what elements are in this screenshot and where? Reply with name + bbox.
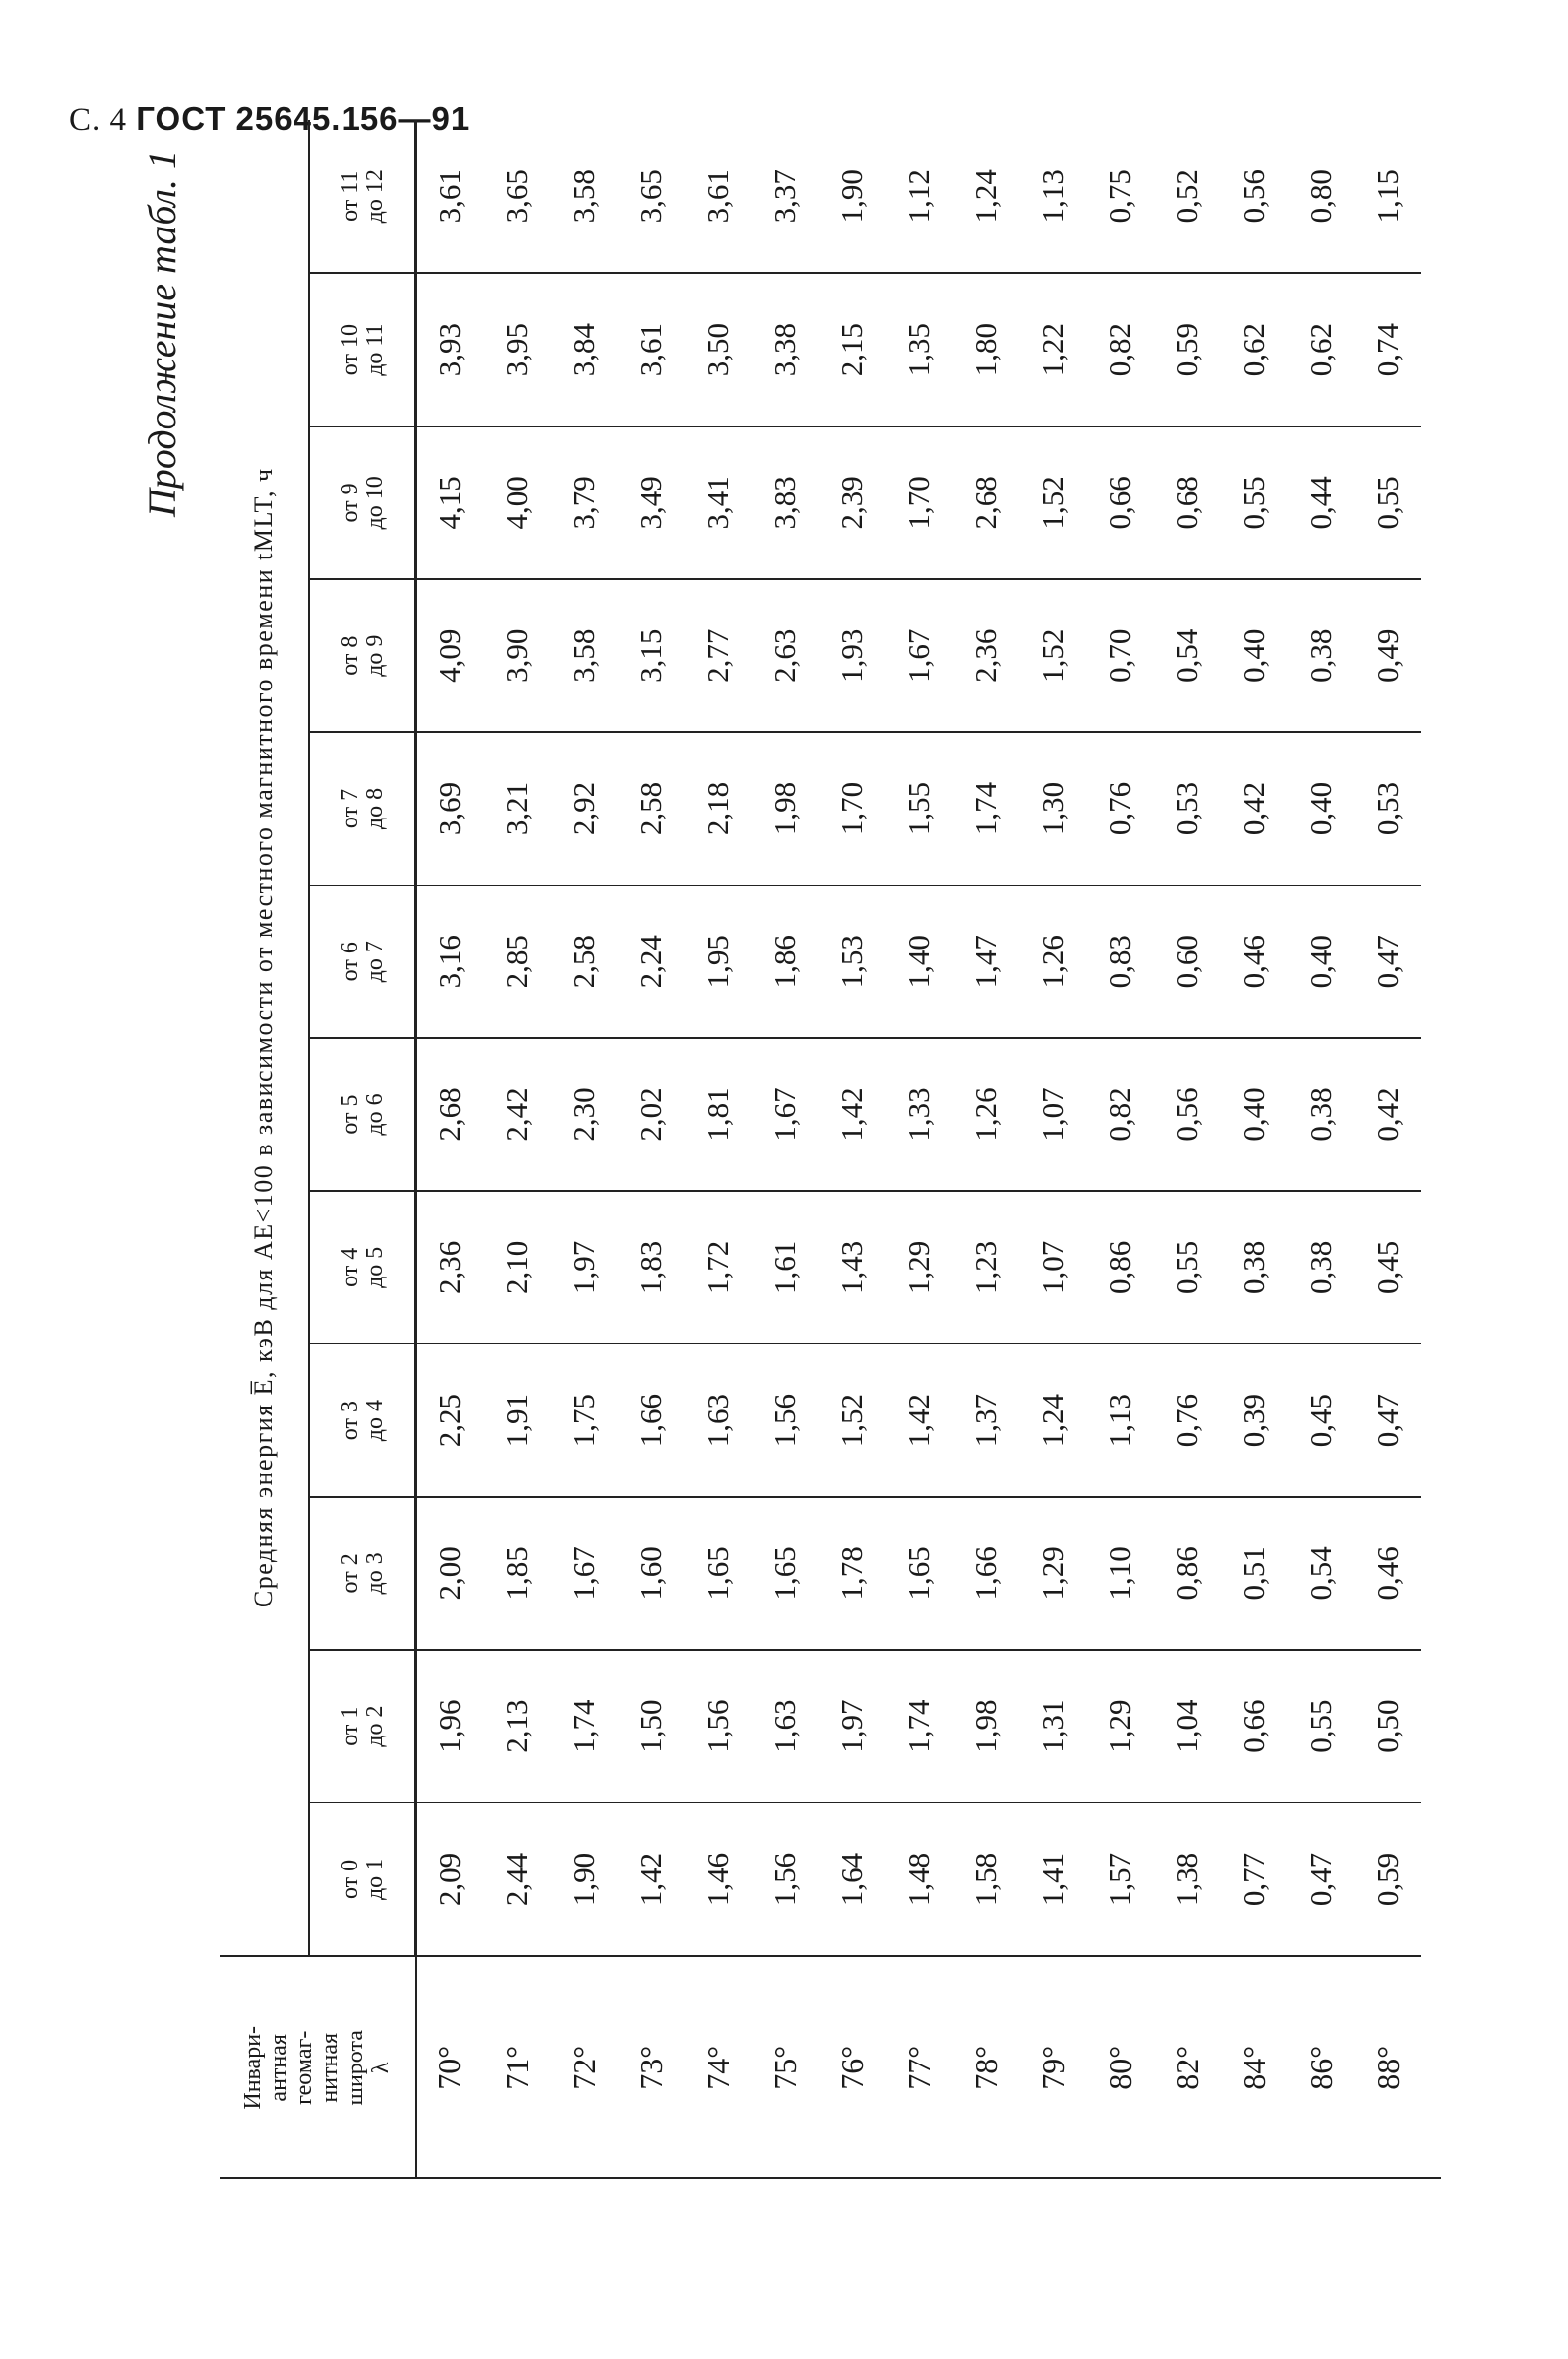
latitude-cell: 75° bbox=[766, 2045, 803, 2090]
value-cell: 0,46 bbox=[1220, 885, 1287, 1038]
value-cell: 1,56 bbox=[751, 1343, 818, 1496]
column-header-3: от 3 до 4 bbox=[309, 1343, 416, 1496]
value-cell: 1,46 bbox=[685, 1802, 751, 1955]
value-cell: 3,49 bbox=[618, 426, 685, 579]
value-cell: 1,98 bbox=[751, 732, 818, 885]
value-cell: 1,53 bbox=[818, 885, 885, 1038]
value-cell: 1,64 bbox=[818, 1802, 885, 1955]
table-row bbox=[551, 120, 618, 2179]
value-cell: 0,38 bbox=[1287, 1191, 1354, 1343]
value-cell: 4,00 bbox=[484, 426, 551, 579]
column-header-2: от 2 до 3 bbox=[309, 1497, 416, 1650]
value-cell: 2,15 bbox=[818, 273, 885, 426]
value-cell: 0,44 bbox=[1287, 426, 1354, 579]
value-cell: 0,47 bbox=[1354, 885, 1421, 1038]
latitude-cell: 72° bbox=[565, 2045, 602, 2090]
value-cell: 3,69 bbox=[416, 732, 485, 885]
latitude-cell: 86° bbox=[1302, 2045, 1339, 2090]
value-cell: 0,55 bbox=[1354, 426, 1421, 579]
value-cell: 1,42 bbox=[618, 1802, 685, 1955]
column-header-0: от 0 до 1 bbox=[309, 1802, 416, 1955]
value-cell: 2,00 bbox=[416, 1497, 485, 1650]
value-cell: 2,68 bbox=[416, 1038, 485, 1191]
value-cell: 2,42 bbox=[484, 1038, 551, 1191]
value-cell: 1,72 bbox=[685, 1191, 751, 1343]
value-cell: 0,38 bbox=[1287, 579, 1354, 732]
value-cell: 1,90 bbox=[818, 120, 885, 273]
value-cell: 2,63 bbox=[751, 579, 818, 732]
value-cell: 1,52 bbox=[1019, 579, 1086, 732]
value-cell: 0,53 bbox=[1354, 732, 1421, 885]
value-cell: 1,41 bbox=[1019, 1802, 1086, 1955]
table-row bbox=[1153, 120, 1220, 2179]
value-cell: 1,40 bbox=[885, 885, 952, 1038]
table-row bbox=[1086, 120, 1153, 2179]
value-cell: 1,65 bbox=[751, 1497, 818, 1650]
latitude-cell: 70° bbox=[431, 2045, 468, 2090]
value-cell: 0,56 bbox=[1220, 120, 1287, 273]
value-cell: 0,62 bbox=[1220, 273, 1287, 426]
column-header-10: от 10 до 11 bbox=[309, 273, 416, 426]
value-cell: 2,10 bbox=[484, 1191, 551, 1343]
value-cell: 1,13 bbox=[1019, 120, 1086, 273]
value-cell: 2,36 bbox=[952, 579, 1019, 732]
value-cell: 1,52 bbox=[818, 1343, 885, 1496]
value-cell: 3,79 bbox=[551, 426, 618, 579]
value-cell: 2,30 bbox=[551, 1038, 618, 1191]
value-cell: 1,47 bbox=[952, 885, 1019, 1038]
value-cell: 3,37 bbox=[751, 120, 818, 273]
value-cell: 3,65 bbox=[618, 120, 685, 273]
value-cell: 0,39 bbox=[1220, 1343, 1287, 1496]
table-row bbox=[952, 120, 1019, 2179]
column-header-8: от 8 до 9 bbox=[309, 579, 416, 732]
column-header-6: от 6 до 7 bbox=[309, 885, 416, 1038]
value-cell: 0,74 bbox=[1354, 273, 1421, 426]
value-cell: 3,61 bbox=[618, 273, 685, 426]
value-cell: 1,24 bbox=[952, 120, 1019, 273]
value-cell: 0,52 bbox=[1153, 120, 1220, 273]
value-cell: 0,54 bbox=[1153, 579, 1220, 732]
value-cell: 0,55 bbox=[1220, 426, 1287, 579]
value-cell: 1,42 bbox=[818, 1038, 885, 1191]
value-cell: 0,40 bbox=[1220, 579, 1287, 732]
value-cell: 0,66 bbox=[1220, 1650, 1287, 1802]
latitude-cell: 84° bbox=[1235, 2045, 1272, 2090]
value-cell: 1,33 bbox=[885, 1038, 952, 1191]
value-cell: 0,49 bbox=[1354, 579, 1421, 732]
value-cell: 2,39 bbox=[818, 426, 885, 579]
value-cell: 1,07 bbox=[1019, 1191, 1086, 1343]
value-cell: 2,68 bbox=[952, 426, 1019, 579]
value-cell: 1,29 bbox=[1019, 1497, 1086, 1650]
value-cell: 0,50 bbox=[1354, 1650, 1421, 1802]
table-row bbox=[1287, 120, 1354, 2179]
value-cell: 0,86 bbox=[1153, 1497, 1220, 1650]
value-cell: 1,66 bbox=[952, 1497, 1019, 1650]
value-cell: 1,50 bbox=[618, 1650, 685, 1802]
latitude-cell: 77° bbox=[900, 2045, 937, 2090]
value-cell: 0,83 bbox=[1086, 885, 1153, 1038]
caption-area bbox=[131, 120, 210, 2179]
value-cell: 0,47 bbox=[1354, 1343, 1421, 1496]
value-cell: 1,30 bbox=[1019, 732, 1086, 885]
value-cell: 1,74 bbox=[885, 1650, 952, 1802]
value-cell: 2,25 bbox=[416, 1343, 485, 1496]
value-cell: 0,80 bbox=[1287, 120, 1354, 273]
value-cell: 1,10 bbox=[1086, 1497, 1153, 1650]
value-cell: 0,60 bbox=[1153, 885, 1220, 1038]
value-cell: 0,82 bbox=[1086, 273, 1153, 426]
latitude-cell: 71° bbox=[498, 2045, 535, 2090]
value-cell: 0,86 bbox=[1086, 1191, 1153, 1343]
value-cell: 2,58 bbox=[551, 885, 618, 1038]
value-cell: 1,42 bbox=[885, 1343, 952, 1496]
value-cell: 0,76 bbox=[1086, 732, 1153, 885]
value-cell: 1,23 bbox=[952, 1191, 1019, 1343]
value-cell: 1,86 bbox=[751, 885, 818, 1038]
value-cell: 3,38 bbox=[751, 273, 818, 426]
column-header-4: от 4 до 5 bbox=[309, 1191, 416, 1343]
value-cell: 0,42 bbox=[1220, 732, 1287, 885]
latitude-cell: 79° bbox=[1034, 2045, 1071, 2090]
value-cell: 0,55 bbox=[1287, 1650, 1354, 1802]
value-cell: 2,18 bbox=[685, 732, 751, 885]
value-cell: 1,12 bbox=[885, 120, 952, 273]
value-cell: 3,83 bbox=[751, 426, 818, 579]
value-cell: 1,38 bbox=[1153, 1802, 1220, 1955]
value-cell: 1,65 bbox=[685, 1497, 751, 1650]
value-cell: 1,55 bbox=[885, 732, 952, 885]
value-cell: 1,22 bbox=[1019, 273, 1086, 426]
value-cell: 1,83 bbox=[618, 1191, 685, 1343]
value-cell: 2,13 bbox=[484, 1650, 551, 1802]
value-cell: 1,97 bbox=[818, 1650, 885, 1802]
value-cell: 3,21 bbox=[484, 732, 551, 885]
value-cell: 0,53 bbox=[1153, 732, 1220, 885]
value-cell: 0,59 bbox=[1354, 1802, 1421, 1955]
value-cell: 1,13 bbox=[1086, 1343, 1153, 1496]
table-row bbox=[885, 120, 952, 2179]
value-cell: 1,58 bbox=[952, 1802, 1019, 1955]
value-cell: 1,61 bbox=[751, 1191, 818, 1343]
value-cell: 1,70 bbox=[818, 732, 885, 885]
value-cell: 0,38 bbox=[1287, 1038, 1354, 1191]
table-row bbox=[1354, 120, 1421, 2179]
value-cell: 0,70 bbox=[1086, 579, 1153, 732]
latitude-cell: 88° bbox=[1369, 2045, 1405, 2090]
value-cell: 1,56 bbox=[685, 1650, 751, 1802]
value-cell: 4,09 bbox=[416, 579, 485, 732]
page-number: С. 4 bbox=[69, 102, 128, 138]
value-cell: 0,55 bbox=[1153, 1191, 1220, 1343]
latitude-cell: 78° bbox=[967, 2045, 1004, 2090]
value-cell: 1,07 bbox=[1019, 1038, 1086, 1191]
value-cell: 0,45 bbox=[1287, 1343, 1354, 1496]
value-cell: 3,16 bbox=[416, 885, 485, 1038]
value-cell: 1,57 bbox=[1086, 1802, 1153, 1955]
value-cell: 3,58 bbox=[551, 579, 618, 732]
value-cell: 0,56 bbox=[1153, 1038, 1220, 1191]
table-row bbox=[1019, 120, 1086, 2179]
table-caption: Продолжение табл. 1 bbox=[140, 150, 184, 518]
value-cell: 1,91 bbox=[484, 1343, 551, 1496]
value-cell: 0,51 bbox=[1220, 1497, 1287, 1650]
value-cell: 1,67 bbox=[551, 1497, 618, 1650]
value-cell: 1,93 bbox=[818, 579, 885, 732]
column-header-7: от 7 до 8 bbox=[309, 732, 416, 885]
value-cell: 1,29 bbox=[885, 1191, 952, 1343]
value-cell: 0,59 bbox=[1153, 273, 1220, 426]
value-cell: 1,60 bbox=[618, 1497, 685, 1650]
table-row bbox=[818, 120, 885, 2179]
value-cell: 3,95 bbox=[484, 273, 551, 426]
value-cell: 1,15 bbox=[1354, 120, 1421, 273]
value-cell: 3,58 bbox=[551, 120, 618, 273]
value-cell: 1,04 bbox=[1153, 1650, 1220, 1802]
table-row bbox=[416, 120, 485, 2179]
value-cell: 0,62 bbox=[1287, 273, 1354, 426]
value-cell: 0,76 bbox=[1153, 1343, 1220, 1496]
value-cell: 3,65 bbox=[484, 120, 551, 273]
energy-span-header: Средняя энергия E̅, кэВ для AE<100 в зависимости от местного магнитного времени tMLT, ч bbox=[220, 120, 309, 1956]
table-row bbox=[484, 120, 551, 2179]
value-cell: 1,90 bbox=[551, 1802, 618, 1955]
column-header-1: от 1 до 2 bbox=[309, 1650, 416, 1802]
value-cell: 2,58 bbox=[618, 732, 685, 885]
value-cell: 3,50 bbox=[685, 273, 751, 426]
value-cell: 2,44 bbox=[484, 1802, 551, 1955]
value-cell: 1,97 bbox=[551, 1191, 618, 1343]
value-cell: 0,47 bbox=[1287, 1802, 1354, 1955]
latitude-header: Инвари- антная геомаг- нитная широта λ bbox=[220, 1956, 416, 2179]
value-cell: 1,26 bbox=[1019, 885, 1086, 1038]
value-cell: 1,85 bbox=[484, 1497, 551, 1650]
standard-number: ГОСТ 25645.156—91 bbox=[136, 100, 471, 137]
value-cell: 0,42 bbox=[1354, 1038, 1421, 1191]
latitude-cell: 82° bbox=[1168, 2045, 1205, 2090]
value-cell: 0,77 bbox=[1220, 1802, 1287, 1955]
value-cell: 0,46 bbox=[1354, 1497, 1421, 1650]
value-cell: 0,38 bbox=[1220, 1191, 1287, 1343]
value-cell: 3,84 bbox=[551, 273, 618, 426]
column-header-9: от 9 до 10 bbox=[309, 426, 416, 579]
value-cell: 1,95 bbox=[685, 885, 751, 1038]
column-header-5: от 5 до 6 bbox=[309, 1038, 416, 1191]
value-cell: 3,41 bbox=[685, 426, 751, 579]
latitude-cell: 76° bbox=[833, 2045, 870, 2090]
value-cell: 0,82 bbox=[1086, 1038, 1153, 1191]
value-cell: 1,37 bbox=[952, 1343, 1019, 1496]
value-cell: 1,35 bbox=[885, 273, 952, 426]
value-cell: 1,81 bbox=[685, 1038, 751, 1191]
value-cell: 0,54 bbox=[1287, 1497, 1354, 1650]
value-cell: 1,65 bbox=[885, 1497, 952, 1650]
value-cell: 2,36 bbox=[416, 1191, 485, 1343]
value-cell: 2,77 bbox=[685, 579, 751, 732]
value-cell: 1,26 bbox=[952, 1038, 1019, 1191]
table-row bbox=[618, 120, 685, 2179]
value-cell: 1,67 bbox=[751, 1038, 818, 1191]
value-cell: 0,40 bbox=[1287, 732, 1354, 885]
value-cell: 1,80 bbox=[952, 273, 1019, 426]
column-header-11: от 11 до 12 bbox=[309, 120, 416, 273]
table-row bbox=[1220, 120, 1287, 2179]
data-table bbox=[220, 120, 1421, 2179]
value-cell: 0,45 bbox=[1354, 1191, 1421, 1343]
value-cell: 0,75 bbox=[1086, 120, 1153, 273]
value-cell: 1,66 bbox=[618, 1343, 685, 1496]
table-row bbox=[751, 120, 818, 2179]
value-cell: 2,24 bbox=[618, 885, 685, 1038]
latitude-cell: 73° bbox=[632, 2045, 669, 2090]
value-cell: 4,15 bbox=[416, 426, 485, 579]
value-cell: 1,52 bbox=[1019, 426, 1086, 579]
value-cell: 1,74 bbox=[952, 732, 1019, 885]
rotated-table-block bbox=[131, 120, 1441, 2179]
value-cell: 3,61 bbox=[416, 120, 485, 273]
table-row bbox=[685, 120, 751, 2179]
value-cell: 1,56 bbox=[751, 1802, 818, 1955]
value-cell: 0,66 bbox=[1086, 426, 1153, 579]
value-cell: 1,70 bbox=[885, 426, 952, 579]
value-cell: 2,02 bbox=[618, 1038, 685, 1191]
value-cell: 3,61 bbox=[685, 120, 751, 273]
value-cell: 1,43 bbox=[818, 1191, 885, 1343]
value-cell: 2,92 bbox=[551, 732, 618, 885]
value-cell: 1,74 bbox=[551, 1650, 618, 1802]
value-cell: 1,31 bbox=[1019, 1650, 1086, 1802]
value-cell: 0,40 bbox=[1220, 1038, 1287, 1191]
value-cell: 1,29 bbox=[1086, 1650, 1153, 1802]
latitude-cell: 80° bbox=[1101, 2045, 1138, 2090]
value-cell: 1,78 bbox=[818, 1497, 885, 1650]
value-cell: 3,93 bbox=[416, 273, 485, 426]
value-cell: 1,75 bbox=[551, 1343, 618, 1496]
latitude-cell: 74° bbox=[699, 2045, 736, 2090]
value-cell: 2,09 bbox=[416, 1802, 485, 1955]
value-cell: 1,67 bbox=[885, 579, 952, 732]
value-cell: 0,40 bbox=[1287, 885, 1354, 1038]
value-cell: 1,63 bbox=[685, 1343, 751, 1496]
value-cell: 0,68 bbox=[1153, 426, 1220, 579]
value-cell: 1,63 bbox=[751, 1650, 818, 1802]
value-cell: 1,98 bbox=[952, 1650, 1019, 1802]
value-cell: 3,15 bbox=[618, 579, 685, 732]
value-cell: 1,96 bbox=[416, 1650, 485, 1802]
value-cell: 1,48 bbox=[885, 1802, 952, 1955]
value-cell: 2,85 bbox=[484, 885, 551, 1038]
value-cell: 3,90 bbox=[484, 579, 551, 732]
value-cell: 1,24 bbox=[1019, 1343, 1086, 1496]
